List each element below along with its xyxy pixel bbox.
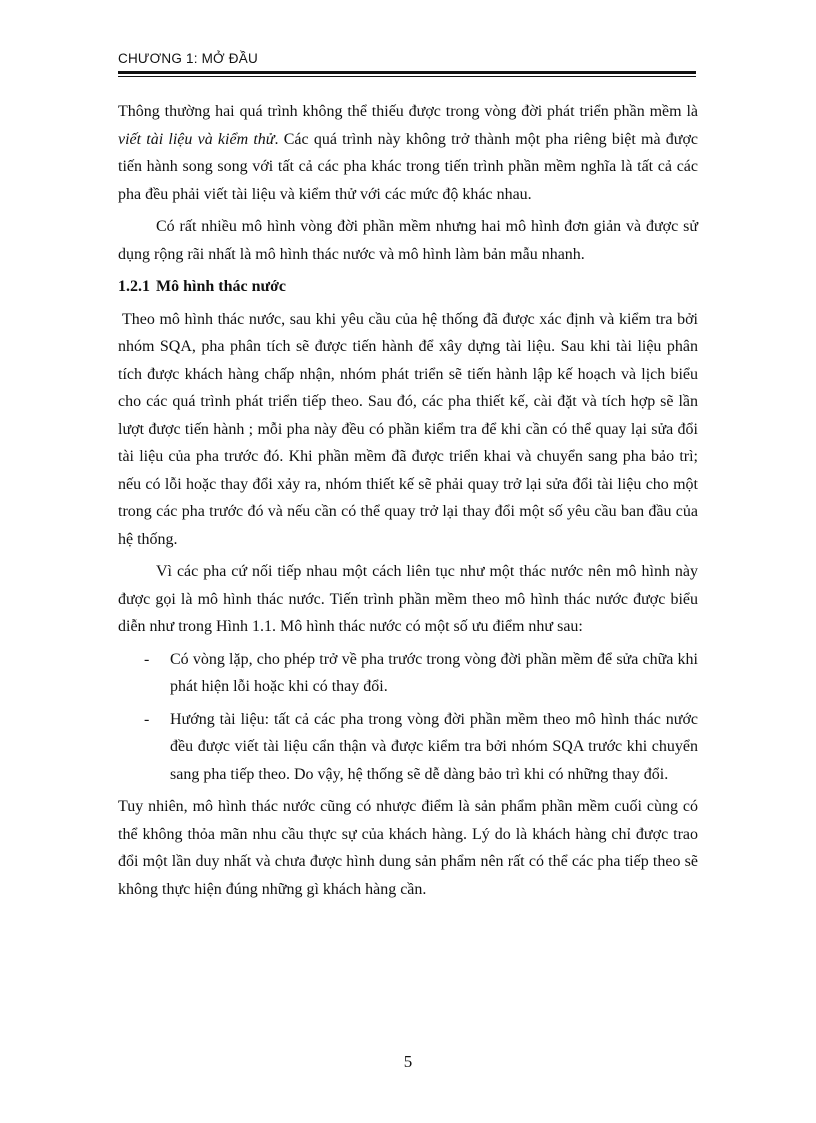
paragraph-3: Theo mô hình thác nước, sau khi yêu cầu của hệ thống đã được xác định và kiểm tra bởi nhóm SQA, pha phân tích sẽ được tiến hành để xây dựng tài liệu. Sau khi tài liệu phân tích được khách hàng chấp nhận, nhóm phát triển sẽ tiến hành lập kế hoạch và lịch biểu cho các quá trình phát triển tiếp theo. Sau đó, các pha thiết kế, cài đặt và tích hợp sẽ lần lượt được tiến hành ; mỗi pha này đều có phần kiểm tra để khi cần có thể quay lại sửa đổi tài liệu của pha trước đó. Khi phần mềm đã được triển khai và chuyển sang pha bảo trì; nếu có lỗi hoặc thay đổi xảy ra, nhóm thiết kế sẽ phải quay trở lại sửa đổi tài liệu cho một trong các pha trước đó và nếu cần có thể quay trở lại thay đổi một số yêu cầu ban đầu của hệ thống. xyxy=(118,310,698,548)
advantages-list xyxy=(118,646,698,789)
page-number: 5 xyxy=(403,1052,413,1071)
paragraph-2: Có rất nhiều mô hình vòng đời phần mềm nhưng hai mô hình đơn giản và được sử dụng rộng rãi nhất là mô hình thác nước và mô hình làm bản mẫu nhanh. xyxy=(118,218,698,263)
paragraph-1 xyxy=(118,98,698,208)
section-number: 1.2.1 xyxy=(118,278,150,295)
chapter-header: CHƯƠNG 1: MỞ ĐẦU xyxy=(118,51,258,66)
paragraph-1-italic: viết tài liệu và kiểm thử xyxy=(118,130,275,148)
paragraph-1-text-a: Thông thường hai quá trình không thể thiếu được trong vòng đời phát triển phần mềm là xyxy=(118,103,698,120)
header-rule-thin xyxy=(118,76,696,77)
list-item-text: Có vòng lặp, cho phép trở về pha trước trong vòng đời phần mềm để sửa chữa khi phát hiện lỗi hoặc khi có thay đổi. xyxy=(170,650,698,695)
paragraph-1-text-b: . Các quá trình này không trở thành một pha riêng biệt mà được tiến hành song song với tất cả các pha khác trong tiến trình phần mềm nghĩa là tất cả các pha đều phải viết tài liệu và kiểm thử với các mức độ khác nhau. xyxy=(118,130,699,203)
paragraph-4: Vì các pha cứ nối tiếp nhau một cách liên tục như một thác nước nên mô hình này được gọi là mô hình thác nước. Tiến trình phần mềm theo mô hình thác nước được biểu diễn như trong Hình 1.1. Mô hình thác nước có một số ưu điểm như sau: xyxy=(118,563,698,635)
section-heading xyxy=(118,273,698,301)
section-title: Mô hình thác nước xyxy=(156,278,287,295)
list-dash: - xyxy=(144,710,150,728)
list-item xyxy=(118,646,698,701)
page-body xyxy=(118,98,698,908)
list-item-text: Hướng tài liệu: tất cả các pha trong vòng đời phần mềm theo mô hình thác nước đều được viết tài liệu cẩn thận và được kiểm tra bởi nhóm SQA trước khi chuyển sang pha tiếp theo. Do vậy, hệ thống sẽ dễ dàng bảo trì khi có những thay đổi. xyxy=(170,710,698,783)
paragraph-5: Tuy nhiên, mô hình thác nước cũng có nhược điểm là sản phẩm phần mềm cuối cùng có thể không thỏa mãn nhu cầu thực sự của khách hàng. Lý do là khách hàng chỉ được trao đổi một lần duy nhất và chưa được hình dung sản phẩm nên rất có thể các pha tiếp theo sẽ không thực hiện đúng những gì khách hàng cần. xyxy=(118,798,698,898)
list-dash: - xyxy=(144,650,150,668)
header-rule-thick xyxy=(118,71,696,74)
list-item xyxy=(118,706,698,789)
